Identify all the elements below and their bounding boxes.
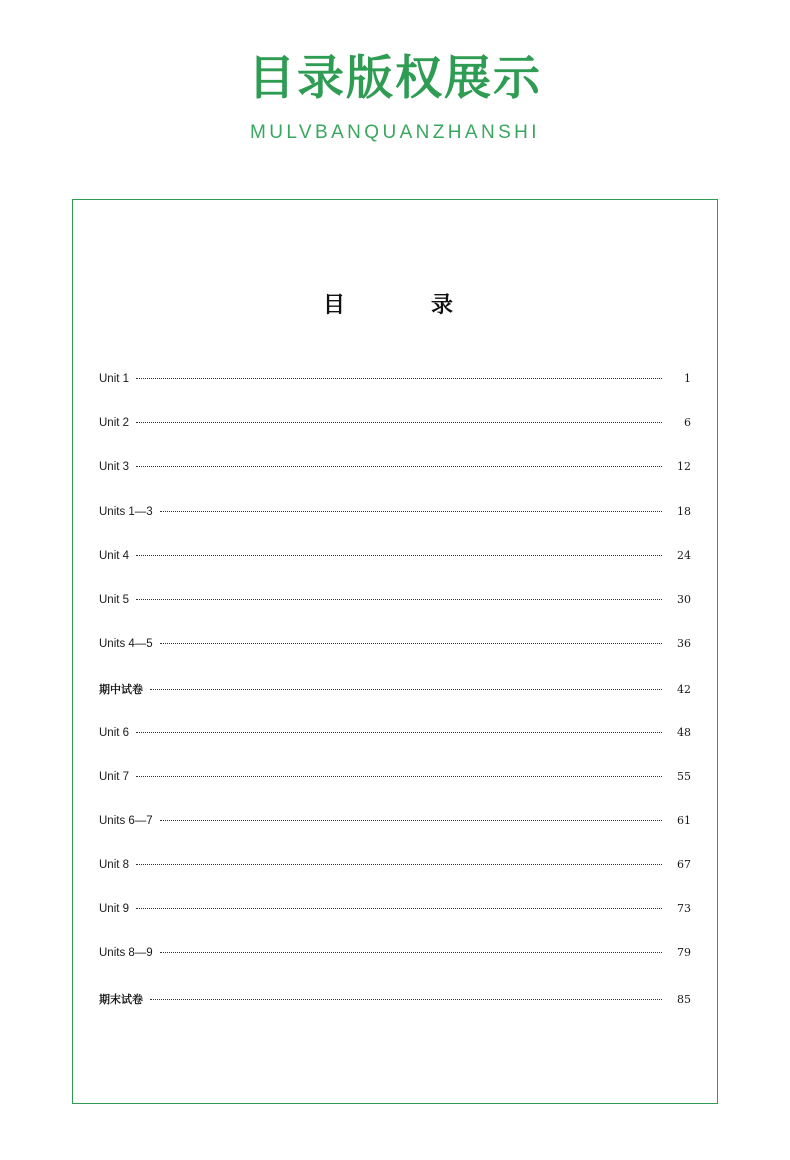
toc-entry[interactable]: [73, 681, 717, 725]
toc-leader-dots: [136, 775, 662, 777]
toc-entry-label: Unit 2: [99, 417, 130, 430]
toc-entry-page: 30: [677, 592, 691, 606]
toc-entry-page: 42: [677, 683, 691, 697]
toc-heading: 目 录: [322, 292, 467, 318]
toc-entry[interactable]: [73, 770, 717, 814]
toc-leader-dots: [136, 421, 662, 423]
toc-leader-dots: [136, 731, 662, 733]
toc-entry-page: 18: [677, 504, 691, 518]
toc-entry[interactable]: [73, 902, 717, 946]
table-of-contents-frame: [72, 199, 718, 1104]
toc-leader-dots: [136, 907, 662, 909]
toc-entry-label: Unit 6: [99, 726, 130, 739]
toc-entry[interactable]: [73, 637, 717, 681]
page-header: [0, 0, 790, 144]
toc-entry[interactable]: [73, 416, 717, 460]
toc-entry[interactable]: [73, 593, 717, 637]
toc-entry[interactable]: [73, 726, 717, 770]
toc-entry-page: 1: [684, 372, 691, 385]
toc-entry-label: Unit 3: [99, 461, 130, 474]
toc-entry-label: Unit 7: [99, 770, 130, 783]
toc-entry-label: 期末试卷: [99, 992, 143, 1006]
toc-entry-page: 55: [677, 769, 691, 783]
toc-entry-label: Units 1—3: [99, 505, 153, 518]
toc-entry[interactable]: [73, 946, 717, 990]
toc-leader-dots: [136, 598, 662, 600]
toc-leader-dots: [136, 863, 662, 865]
toc-entry[interactable]: [73, 858, 717, 902]
toc-entry[interactable]: [73, 372, 717, 416]
toc-leader-dots: [160, 951, 662, 953]
page-subtitle: MULVBANQUANZHANSHI: [250, 122, 540, 144]
page-title: 目录版权展示: [248, 51, 542, 106]
toc-entry-page: 12: [677, 460, 691, 474]
toc-entry-label: Units 4—5: [99, 638, 153, 651]
toc-leader-dots: [150, 688, 662, 690]
toc-entry-label: 期中试卷: [99, 683, 143, 697]
toc-entry-page: 24: [677, 548, 691, 562]
toc-entry-label: Units 6—7: [99, 814, 153, 827]
toc-entry[interactable]: [73, 505, 717, 549]
toc-leader-dots: [160, 819, 662, 821]
toc-leader-dots: [136, 377, 662, 379]
toc-entry-label: Unit 1: [99, 373, 130, 385]
toc-entry-page: 61: [677, 813, 691, 827]
toc-leader-dots: [160, 510, 662, 512]
toc-list: [73, 372, 717, 1035]
toc-entry-page: 6: [684, 416, 691, 430]
toc-entry-page: 79: [677, 946, 691, 960]
toc-leader-dots: [136, 554, 662, 556]
toc-entry-label: Unit 8: [99, 859, 130, 872]
toc-entry-label: Units 8—9: [99, 947, 153, 960]
toc-entry[interactable]: [73, 991, 717, 1035]
toc-entry-label: Unit 5: [99, 593, 130, 606]
toc-leader-dots: [160, 642, 662, 644]
toc-entry-page: 85: [677, 992, 691, 1006]
toc-leader-dots: [136, 465, 662, 467]
toc-entry[interactable]: [73, 460, 717, 504]
toc-entry-page: 36: [677, 637, 691, 651]
toc-entry-page: 67: [677, 858, 691, 872]
toc-leader-dots: [150, 998, 662, 1000]
toc-entry-label: Unit 4: [99, 549, 130, 562]
toc-entry[interactable]: [73, 549, 717, 593]
toc-entry-label: Unit 9: [99, 903, 130, 916]
toc-entry[interactable]: [73, 814, 717, 858]
toc-entry-page: 48: [677, 725, 691, 739]
toc-entry-page: 73: [677, 902, 691, 916]
